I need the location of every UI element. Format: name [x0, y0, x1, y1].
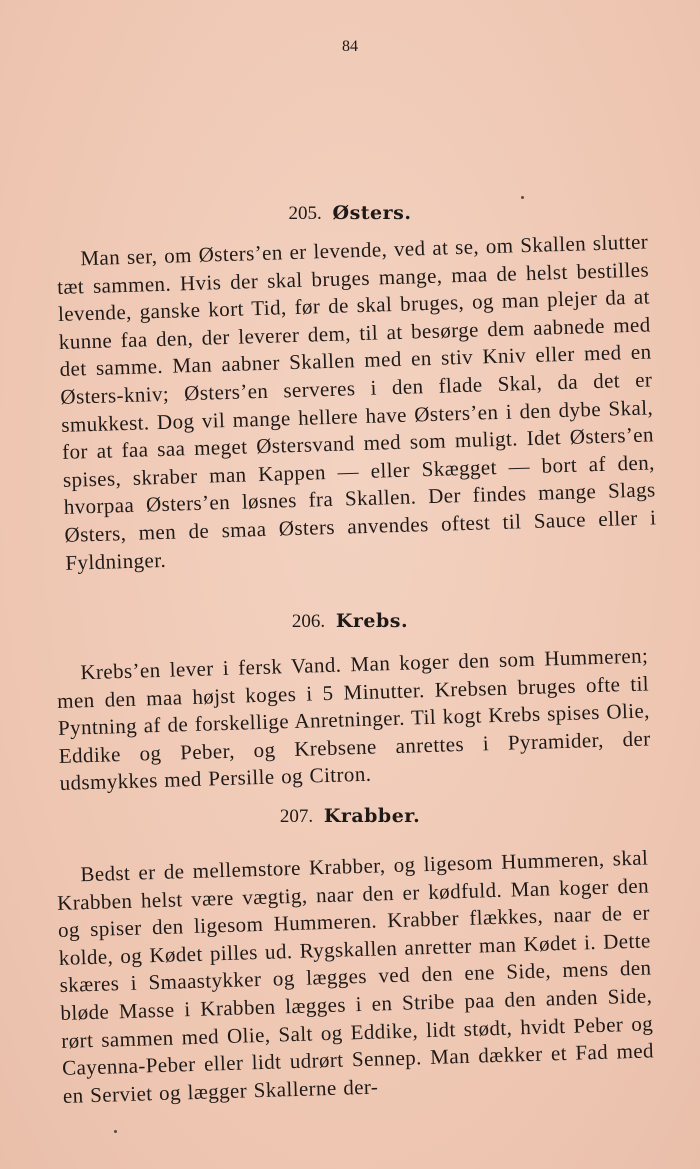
section-title: Krabber. [323, 805, 421, 827]
paper-speck [114, 1130, 117, 1133]
section-number: 207. [279, 806, 314, 827]
page-number: 84 [342, 38, 358, 55]
paper-speck [521, 196, 524, 199]
section-heading-206 [0, 610, 700, 633]
section-heading-205 [0, 202, 700, 225]
section-title: Østers. [332, 202, 412, 224]
section-body-207: Bedst er de mellemstore Krabber, og ligesom Hummeren, skal Krabben helst være vægtig, naar den er kødfuld. Man koger den og spiser den ligesom Hummeren. Krabber flækkes, naar de er kolde, og Kødet pilles ud. Rygskallen anretter man Kødet i. Dette skæres i Smaastykker og lægges ved den ene Side, mens den bløde Masse i Krabben lægges i en Stribe paa den anden Side, rørt sammen med Olie, Salt og Eddike, lidt stødt, hvidt Peber og Cayenna-Peber eller lidt udrørt Sennep. Man dækker et Fad med en Serviet og lægger Skallerne der- [56, 845, 655, 1108]
section-body-205: Man ser, om Østers’en er levende, ved at se, om Skallen slutter tæt sammen. Hvis der skal bruges mange, maa de helst bestilles levende, ganske kort Tid, før de skal bruges, og man plejer da at kunne faa den, der leverer dem, til at besørge dem aabnede med det samme. Man aabner Skallen med en stiv Kniv eller med en Østers-kniv; Østers’en serveres i den flade Skal, da det er smukkest. Dog vil mange hellere have Østers’en i den dybe Skal, for at faa saa meget Østersvand med som muligt. Idet Østers’en spises, skraber man Kappen — eller Skægget — bort af den, hvorpaa Østers’en løsnes fra Skallen. Der findes mange Slags Østers, men de smaa Østers anvendes oftest til Sauce eller i Fyldninger. [56, 229, 657, 575]
section-number: 205. [288, 203, 322, 224]
section-heading-207 [0, 805, 700, 828]
section-number: 206. [291, 611, 326, 632]
section-body-206: Krebs’en lever i fersk Vand. Man koger den som Hummeren; men den maa højst koges i 5 Minutter. Krebsen bruges ofte til Pyntning af de forskellige Anretninger. Til kogt Krebs spises Olie, Eddike og Peber, og Krebsene anrettes i Pyramider, der udsmykkes med Persille og Citron. [56, 643, 651, 796]
section-title: Krebs. [335, 610, 409, 632]
